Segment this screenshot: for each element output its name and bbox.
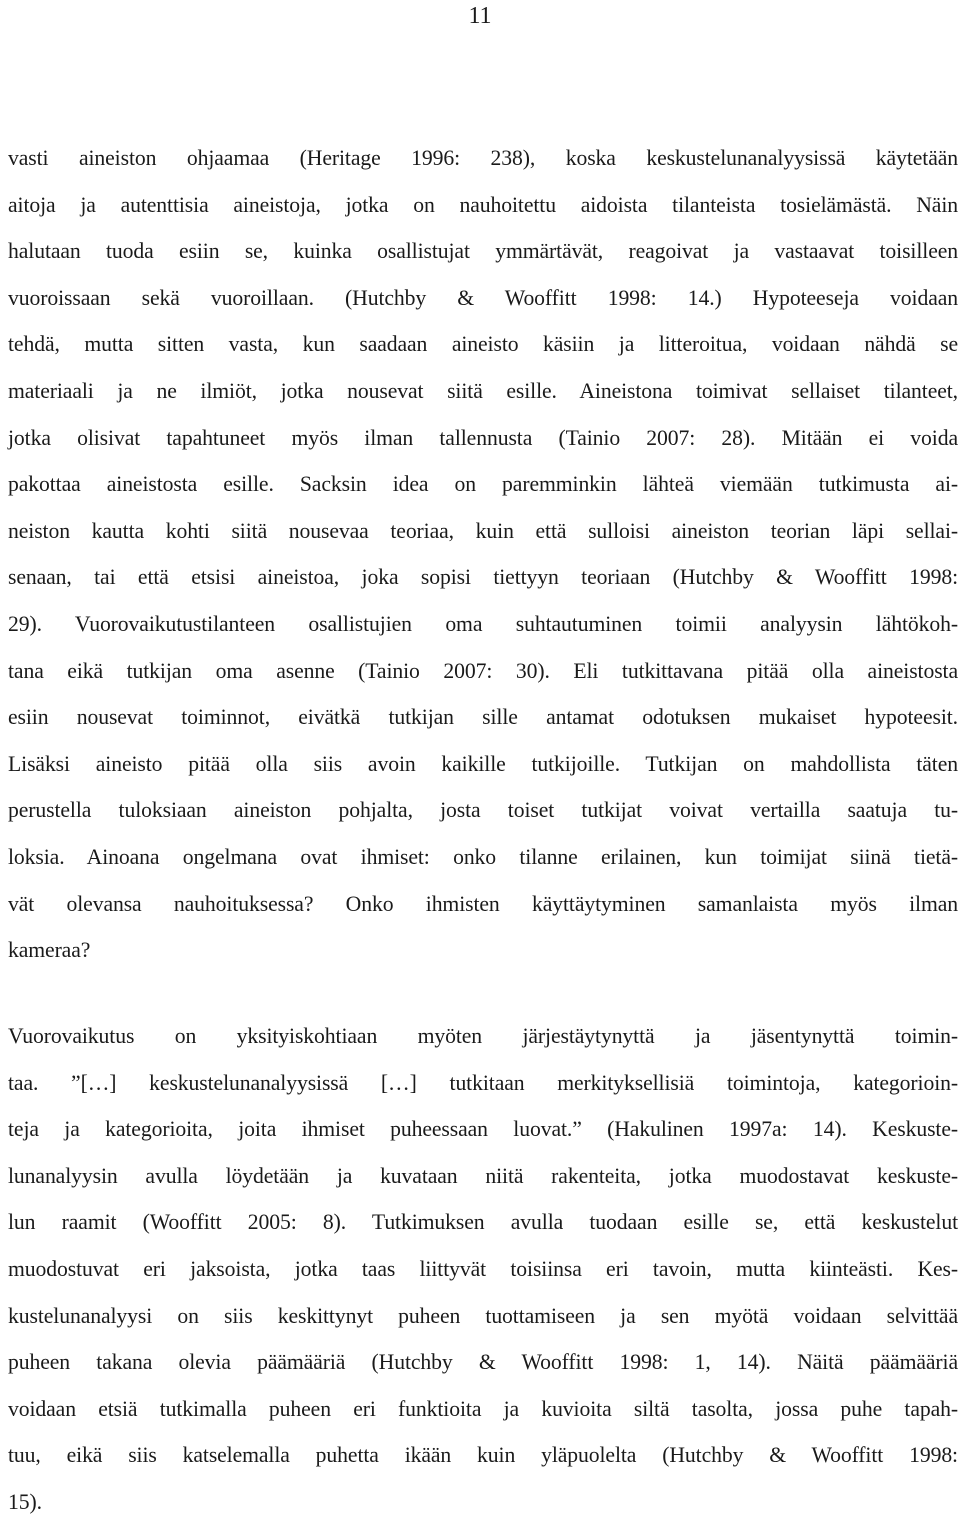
text-line: esiin nousevat toiminnot, eivätkä tutkijan sille antamat odotuksen mukaiset hypoteesit.: [8, 705, 958, 730]
text-line: teja ja kategorioita, joita ihmiset puheessaan luovat.” (Hakulinen 1997a: 14). Keskuste-: [8, 1117, 958, 1142]
text-line: tuu, eikä siis katselemalla puhetta ikään kuin yläpuolelta (Hutchby & Wooffitt 1998:: [8, 1443, 958, 1468]
text-line: lunanalyysin avulla löydetään ja kuvataan niitä rakenteita, jotka muodostavat keskuste-: [8, 1163, 958, 1188]
text-line: vasti aineiston ohjaamaa (Heritage 1996: 238), koska keskustelunanalyysissä käytetään: [8, 146, 958, 170]
text-line: lun raamit (Wooffitt 2005: 8). Tutkimuksen avulla tuodaan esille se, että keskustelut: [8, 1210, 958, 1235]
text-line: Vuorovaikutus on yksityiskohtiaan myöten järjestäytynyttä ja jäsentynyttä toimin-: [8, 1024, 958, 1048]
text-line: 29). Vuorovaikutustilanteen osallistujien oma suhtautuminen toimii analyysin lähtökoh-: [8, 611, 958, 636]
text-line: taa. ”[…] keskustelunanalyysissä […] tutkitaan merkityksellisiä toimintoja, kategorioin-: [8, 1070, 958, 1095]
text-line: kustelunanalyysi on siis keskittynyt puheen tuottamiseen ja sen myötä voidaan selvittää: [8, 1303, 958, 1328]
text-line: kameraa?: [8, 938, 91, 963]
text-line: vät olevansa nauhoituksessa? Onko ihmisten käyttäytyminen samanlaista myös ilman: [8, 891, 958, 916]
body-paragraph-2: [8, 1013, 958, 1526]
body-paragraph-1: [8, 135, 958, 974]
text-line: tana eikä tutkijan oma asenne (Tainio 2007: 30). Eli tutkittavana pitää olla aineistosta: [8, 658, 958, 683]
text-line: loksia. Ainoana ongelmana ovat ihmiset: onko tilanne erilainen, kun toimijat siinä tietä-: [8, 844, 958, 869]
text-line: halutaan tuoda esiin se, kuinka osallistujat ymmärtävät, reagoivat ja vastaavat toisilleen: [8, 239, 958, 264]
text-line: senaan, tai että etsisi aineistoa, joka sopisi tiettyyn teoriaan (Hutchby & Wooffitt 1998:: [8, 565, 958, 590]
text-line: materiaali ja ne ilmiöt, jotka nousevat siitä esille. Aineistona toimivat sellaiset tilanteet,: [8, 378, 958, 403]
text-line: voidaan etsiä tutkimalla puheen eri funktioita ja kuvioita siltä tasolta, jossa puhe tapah-: [8, 1396, 958, 1421]
page-number: 11: [468, 3, 492, 29]
text-line: 15).: [8, 1489, 42, 1514]
text-line: neiston kautta kohti siitä nousevaa teoriaa, kuin että sulloisi aineiston teorian läpi sellai-: [8, 518, 958, 543]
text-line: aitoja ja autenttisia aineistoja, jotka on nauhoitettu aidoista tilanteista tosielämästä. Näin: [8, 192, 958, 217]
text-line: tehdä, mutta sitten vasta, kun saadaan aineisto käsiin ja litteroitua, voidaan nähdä se: [8, 332, 958, 357]
text-line: muodostuvat eri jaksoista, jotka taas liittyvät toisiinsa eri tavoin, mutta kiinteästi. Kes-: [8, 1256, 958, 1281]
text-line: jotka olisivat tapahtuneet myös ilman tallennusta (Tainio 2007: 28). Mitään ei voida: [8, 425, 958, 450]
text-line: Lisäksi aineisto pitää olla siis avoin kaikille tutkijoille. Tutkijan on mahdollista täten: [8, 751, 958, 776]
text-line: perustella tuloksiaan aineiston pohjalta, josta toiset tutkijat voivat vertailla saatuja tu-: [8, 798, 958, 823]
text-line: pakottaa aineistosta esille. Sacksin idea on paremminkin lähteä viemään tutkimusta ai-: [8, 472, 958, 497]
text-line: vuoroissaan sekä vuoroillaan. (Hutchby & Wooffitt 1998: 14.) Hypoteeseja voidaan: [8, 285, 958, 310]
text-line: puheen takana olevia päämääriä (Hutchby & Wooffitt 1998: 1, 14). Näitä päämääriä: [8, 1350, 958, 1375]
